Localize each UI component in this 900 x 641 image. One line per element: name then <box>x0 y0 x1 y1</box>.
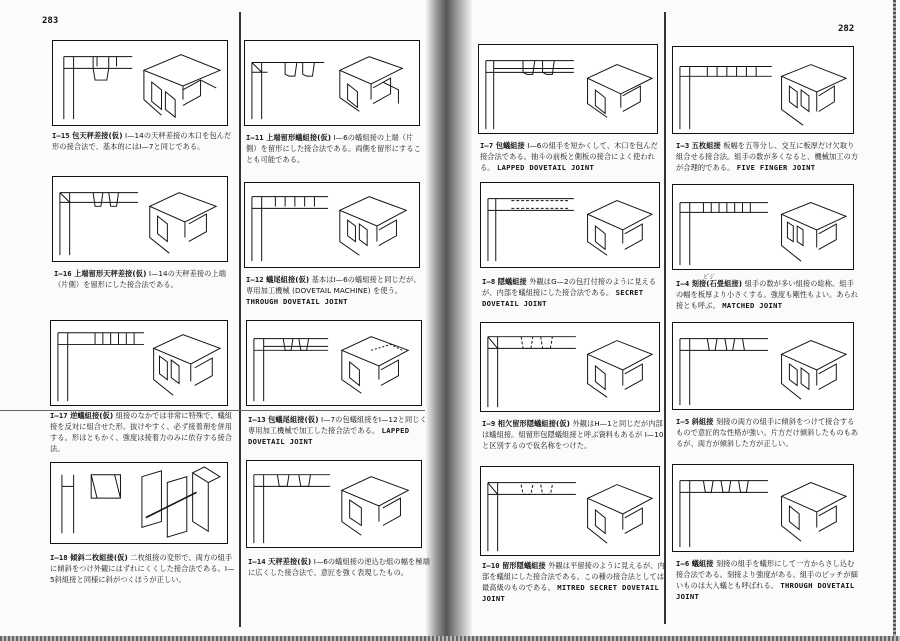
figure-i5 <box>672 322 854 410</box>
figure-i8 <box>480 182 660 268</box>
caption-english: LAPPED DOVETAIL JOINT <box>248 426 410 446</box>
caption-i9 <box>482 418 666 451</box>
caption-code: I—15 <box>52 131 70 140</box>
caption-name: 包天秤差接(仮) <box>72 131 123 140</box>
caption-i13 <box>248 414 430 447</box>
caption-code: I—5 <box>676 417 690 426</box>
caption-text: 組手の数が多い組接の総称。組手の幅を板厚より小さくする。強度も剛性もよい。あられ接とも呼ぶ。 <box>676 279 859 310</box>
joint-drawing-i18 <box>51 463 227 543</box>
caption-code: I—10 <box>482 561 500 570</box>
caption-name: 斜組接 <box>691 417 714 426</box>
caption-name: 相欠留形隠蟻組接(仮) <box>497 419 571 428</box>
caption-code: I—12 <box>246 275 264 284</box>
caption-name: 包蟻組接 <box>495 141 525 150</box>
caption-code: I—7 <box>480 141 494 150</box>
caption-name: 蟻尾組接(仮) <box>266 275 310 284</box>
scan-edge-right <box>893 0 896 641</box>
scan-edge-bottom <box>0 636 900 641</box>
caption-i17 <box>50 410 236 454</box>
caption-text: 組接のなかでは非常に特殊で、蟻組接を反対に組合せた形。抜けやすく、必ず接着剤を併用する。形はともかく、強度は接着力のみに依存する接合法。 <box>50 411 233 453</box>
figure-i10 <box>480 466 660 556</box>
caption-i18 <box>50 552 236 585</box>
caption-english: THROUGH DOVETAIL JOINT <box>676 581 855 601</box>
page-number-left: 283 <box>42 16 59 26</box>
joint-drawing-i16 <box>53 177 227 261</box>
caption-i14 <box>248 556 430 578</box>
caption-name: 蟻組接 <box>691 559 714 568</box>
caption-text: I—14の天秤差接の木口を包んだ形の接合法で、基本的にはI—7と同じである。 <box>52 131 232 151</box>
joint-drawing-i9 <box>481 323 659 411</box>
caption-name: 逆蟻組接(仮) <box>70 411 114 420</box>
figure-i6 <box>672 464 854 552</box>
caption-i3 <box>676 140 860 173</box>
caption-code: I—11 <box>246 133 264 142</box>
caption-i11 <box>246 132 422 165</box>
joint-drawing-i4 <box>673 185 853 269</box>
figure-i16 <box>52 176 228 262</box>
caption-i5 <box>676 416 860 449</box>
figure-i4 <box>672 184 854 270</box>
binding-gutter <box>426 0 472 641</box>
caption-i15 <box>52 130 234 152</box>
caption-name: 上端留形蟻組接(仮) <box>266 133 332 142</box>
caption-text: I—6の蟻組接の逆込む組の幅を極端に広くした接合法で、意匠を強く表現したもの。 <box>248 557 430 577</box>
figure-i11 <box>244 40 420 126</box>
caption-english: LAPPED DOVETAIL JOINT <box>496 163 595 172</box>
caption-name: 五枚組接 <box>691 141 721 150</box>
caption-english: MATCHED JOINT <box>722 301 783 310</box>
caption-text: 二枚組接の変形で、両方の組手に傾斜をつけ外観にはずれにくくした接合法である。I—5斜組接と同様に斜がつくほうが正しい。 <box>50 553 235 584</box>
caption-name: 上端留形天秤差接(仮) <box>74 269 147 278</box>
caption-i6 <box>676 558 860 602</box>
joint-drawing-i13 <box>247 321 421 405</box>
caption-code: I—13 <box>248 415 266 424</box>
caption-name: 包蟻尾組接(仮) <box>268 415 319 424</box>
caption-english: MITRED SECRET DOVETAIL JOINT <box>482 583 660 603</box>
joint-drawing-i15 <box>53 41 227 125</box>
caption-i12 <box>246 274 426 307</box>
caption-english: SECRET DOVETAIL JOINT <box>482 288 644 308</box>
figure-i3 <box>672 46 854 134</box>
caption-text: 外観はH—1と同じだが内部は蟻組接。組留形包隠蟻組接と呼ぶ資料もあるが I—10と区別するので仮名称をつけた。 <box>482 419 664 450</box>
figure-i13 <box>246 320 422 406</box>
caption-name: 留形隠蟻組接 <box>502 561 546 570</box>
figure-i18 <box>50 462 228 544</box>
caption-text: 外観は平留接のように見えるが、内部を蟻組にした接合法である。この種の接合法としては最高級のものである。 <box>482 561 665 592</box>
figure-i9 <box>480 322 660 412</box>
caption-name: 天秤差接(仮) <box>268 557 312 566</box>
caption-name: 隠蟻組接 <box>497 277 527 286</box>
caption-text: 基本はI—6の蟻組接と同じだが、専用加工機械 (DOVETAIL MACHINE) を使う。 <box>246 275 421 295</box>
caption-code: I—17 <box>50 411 68 420</box>
caption-i4 <box>676 278 860 311</box>
column-rule-right <box>664 12 666 624</box>
column-rule-left <box>239 12 241 627</box>
caption-i16 <box>54 268 234 290</box>
figure-i12 <box>244 182 420 268</box>
caption-i8 <box>482 276 664 309</box>
caption-code: I—6 <box>676 559 690 568</box>
caption-code: I—8 <box>482 277 496 286</box>
caption-english: FIVE FINGER JOINT <box>736 163 816 172</box>
joint-drawing-i6 <box>673 465 853 551</box>
joint-drawing-i10 <box>481 467 659 555</box>
caption-text: 刻接の組手を蟻形にして一方からさし込む接合法である。刻接より強度がある。組手のピッチが細いものは大入蟻とも呼ばれる。 <box>676 559 858 590</box>
joint-drawing-i12 <box>245 183 419 267</box>
figure-i14 <box>246 460 422 548</box>
caption-name: 刻接(石畳組接) <box>691 279 743 288</box>
caption-i10 <box>482 560 666 604</box>
caption-text: 刻接の両方の組手に傾斜をつけて接合するもので意匠的な性格が強い。片方だけ傾斜したものもあるが、両方が傾斜した方が正しい。 <box>676 417 859 448</box>
caption-text: I—7の包蟻組接をI—12と同じく専用加工機械で加工した接合法である。 <box>248 415 427 435</box>
joint-drawing-i3 <box>673 47 853 133</box>
caption-i7 <box>480 140 662 173</box>
page-number-right: 282 <box>838 24 855 34</box>
caption-text: I—6の蟻組接の上端（片側）を留形にした接合法である。両側を留形にすることも可能である。 <box>246 133 421 164</box>
caption-code: I—18 <box>50 553 68 562</box>
joint-drawing-i7 <box>479 45 657 133</box>
figure-i17 <box>50 320 228 406</box>
joint-drawing-i8 <box>481 183 659 267</box>
caption-text: I—6の組手を短かくして、木口を包んだ接合法である。抽斗の前板と側板の接合によく使われる。 <box>480 141 658 172</box>
joint-drawing-i14 <box>247 461 421 547</box>
caption-english: THROUGH DOVETAIL JOINT <box>246 297 348 306</box>
caption-name: 傾斜二枚組接(仮) <box>70 553 128 562</box>
handwritten-note-i4: ﾋﾟｼﾞ <box>704 274 717 281</box>
joint-drawing-i5 <box>673 323 853 409</box>
caption-text: 板幅を五等分し、交互に板厚だけ欠取り組合せる接合法。組手の数が多くなると、機械加工の方が合理的である。 <box>676 141 859 172</box>
caption-text: I—14の天秤差接の上端（片側）を留形にした接合法である。 <box>54 269 227 289</box>
caption-code: I—9 <box>482 419 496 428</box>
joint-drawing-i17 <box>51 321 227 405</box>
figure-i7 <box>478 44 658 134</box>
caption-code: I—3 <box>676 141 690 150</box>
figure-i15 <box>52 40 228 126</box>
caption-text: 外観はG—2の包打付接のように見えるが、内部を蟻組接にした接合法である。 <box>482 277 657 297</box>
caption-code: I—14 <box>248 557 266 566</box>
joint-drawing-i11 <box>245 41 419 125</box>
caption-code: I—16 <box>54 269 72 278</box>
caption-code: I—4 <box>676 279 690 288</box>
